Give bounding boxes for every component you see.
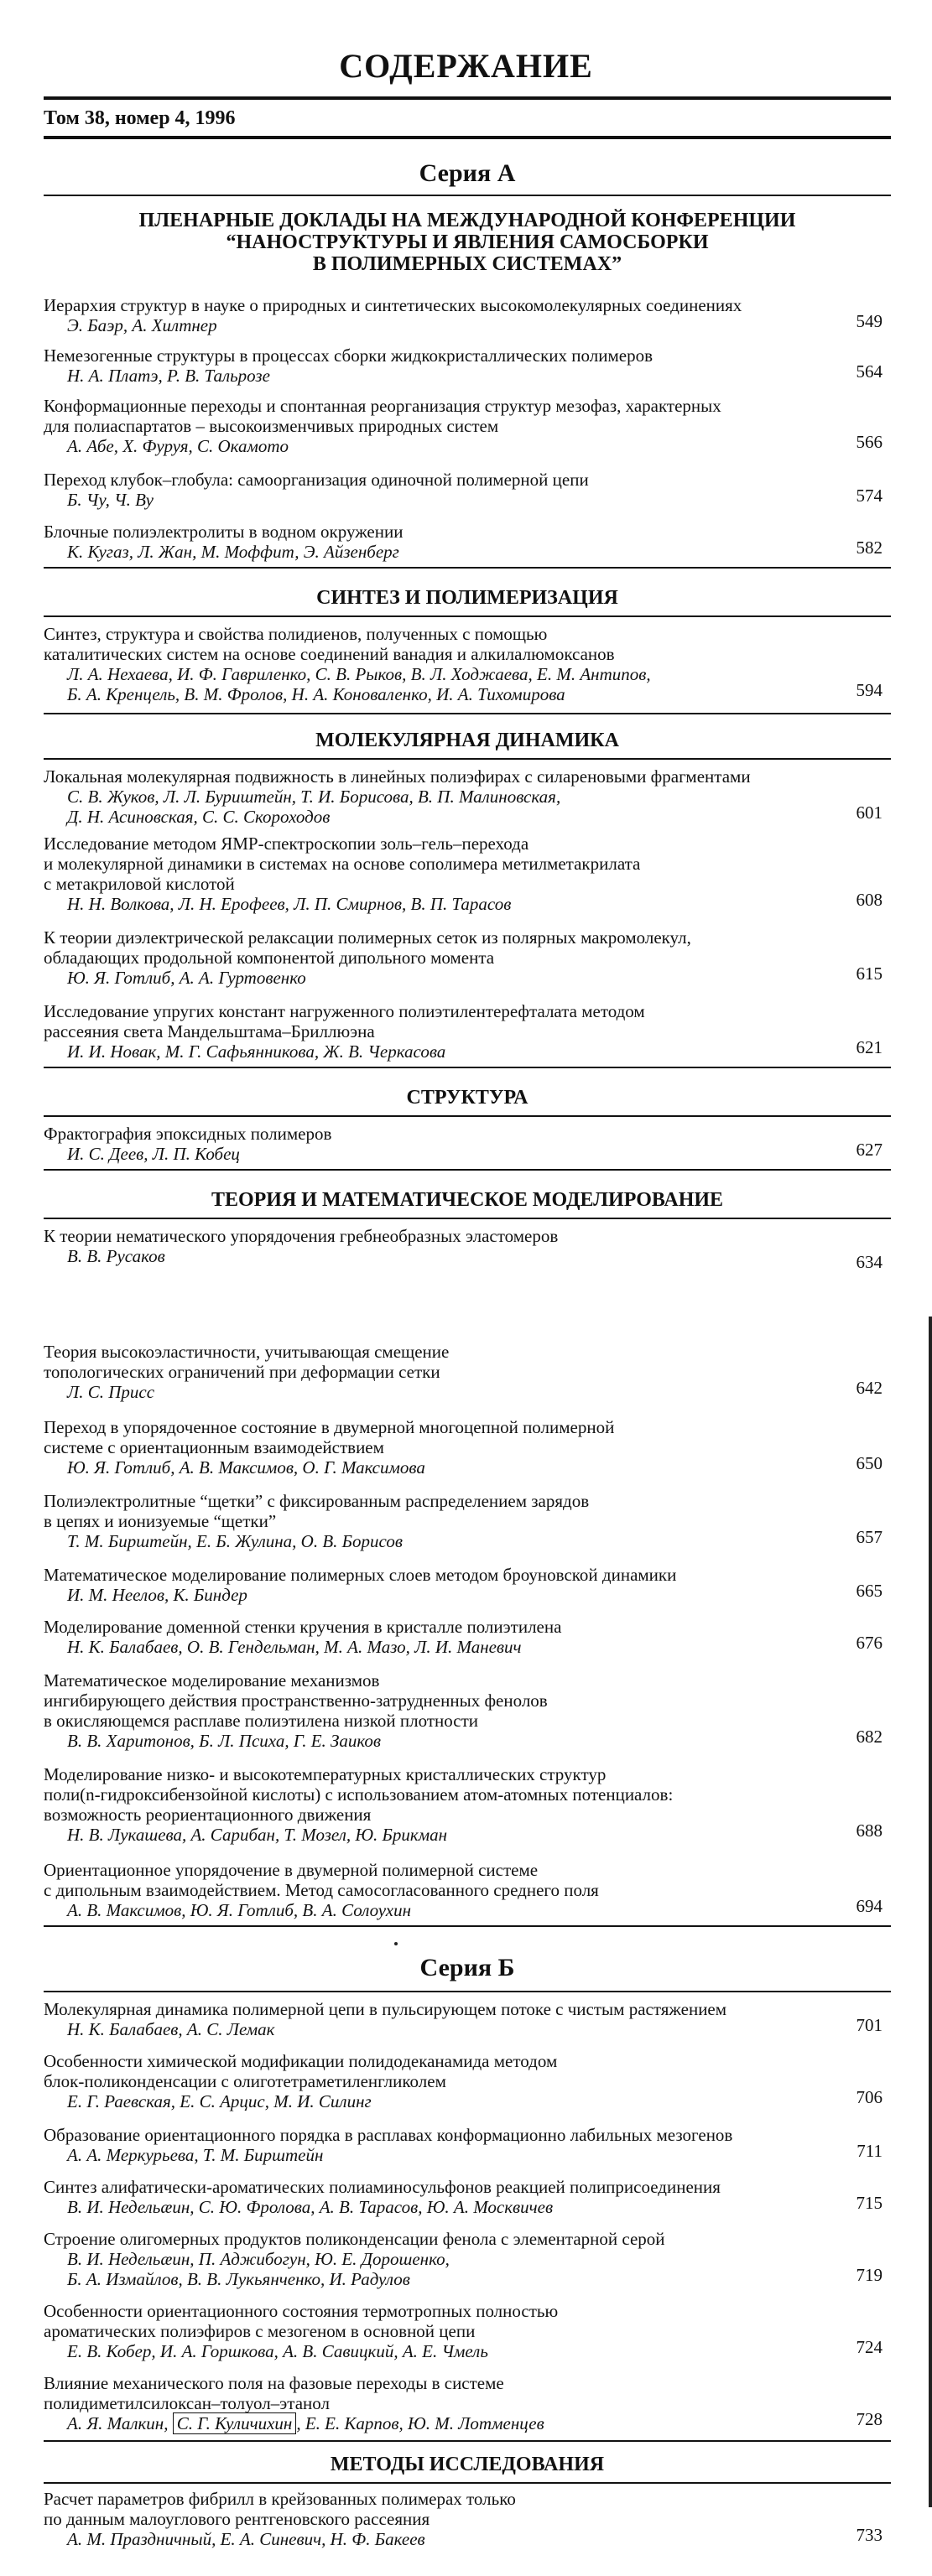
toc-entry[interactable] [44,1124,891,1164]
entry-title: Расчет параметров фибрилл в крейзованных полимерах только по данным малоуглового рентгеновского рассеяния [44,2489,516,2529]
page-number: 682 [856,1727,883,1747]
entry-title: Молекулярная динамика полимерной цепи в пульсирующем потоке с чистым растяжением [44,1999,727,2019]
toc-entry[interactable] [44,345,891,386]
page-number: 566 [856,432,883,452]
entry-title: Блочные полиэлектролиты в водном окружении [44,522,404,542]
section-rule [44,1991,891,1992]
entry-authors: Н. А. Платэ, Р. В. Тальрозе [67,366,270,386]
entry-title: Исследование методом ЯМР-спектроскопии золь–гель–перехода и молекулярной динамики в системах на основе сополимера метилметакрилата с метакриловой кислотой [44,834,641,894]
entry-title: Исследование упругих констант нагруженного полиэтилентерефталата методом рассеяния света Мандельштама–Бриллюэна [44,1001,645,1041]
entry-title: Ориентационное упорядочение в двумерной полимерной системе с дипольным взаимодействием. Метод самосогласованного среднего поля [44,1860,599,1900]
toc-entry[interactable] [44,1764,891,1845]
toc-entry[interactable] [44,2301,891,2361]
toc-entry[interactable] [44,1999,891,2039]
toc-entry[interactable] [44,1565,891,1605]
toc-entry[interactable] [44,2373,891,2433]
entry-title: К теории диэлектрической релаксации полимерных сеток из полярных макромолекул, обладающих продольной компонентой дипольного момента [44,927,691,968]
page-number: 657 [856,1527,883,1547]
entry-authors: С. В. Жуков, Л. Л. Буриштейн, Т. И. Борисова, В. П. Малиновская, Д. Н. Асиновская, С. С. Скороходов [67,787,561,827]
section-rule [44,567,891,569]
toc-entry[interactable] [44,1417,891,1478]
toc-entry[interactable] [44,766,891,827]
section-methods-heading: МЕТОДЫ ИССЛЕДОВАНИЯ [330,2454,605,2475]
toc-entry[interactable] [44,2177,891,2217]
entry-authors: И. И. Новак, М. Г. Сафьянникова, Ж. В. Черкасова [67,1041,446,1062]
entry-title: Моделирование низко- и высокотемпературных кристаллических структур поли(n-гидроксибензойной кислоты) с использованием атом-атомных потенциалов: возможность реориентационного движения [44,1764,674,1825]
page-number: 694 [856,1896,883,1916]
section-rule [44,2482,891,2484]
deceased-author-box: С. Г. Куличихин [173,2412,297,2434]
entry-authors: Н. К. Балабаев, О. В. Гендельман, М. А. Мазо, Л. И. Маневич [67,1637,522,1657]
page-number: 574 [856,486,883,506]
page-number: 627 [856,1140,883,1160]
toc-entry[interactable] [44,2229,891,2289]
toc-entry[interactable] [44,396,891,456]
page-number: 665 [856,1581,883,1601]
entry-authors: И. М. Неелов, К. Биндер [67,1585,247,1605]
toc-entry[interactable] [44,1491,891,1551]
section-rule [44,615,891,617]
entry-title: Влияние механического поля на фазовые переходы в системе полидиметилсилоксан–толуол–этанол [44,2373,504,2413]
entry-authors: Э. Баэр, А. Хилтнер [67,315,217,335]
section-rule [44,713,891,714]
entry-title: Особенности ориентационного состояния термотропных полностью ароматических полиэфиров с мезогеном в основной цепи [44,2301,559,2341]
entry-authors: Л. С. Присс [67,1382,155,1402]
issue-info: Том 38, номер 4, 1996 [44,107,236,129]
toc-entry[interactable] [44,1001,891,1062]
toc-entry[interactable] [44,927,891,988]
entry-title: Математическое моделирование полимерных слоев методом броуновской динамики [44,1565,677,1585]
entry-authors: Ю. Я. Готлиб, А. В. Максимов, О. Г. Максимова [67,1457,425,1478]
page-number: 642 [856,1378,883,1398]
entry-title: Полиэлектролитные “щетки” с фиксированным распределением зарядов в цепях и ионизуемые “щетки” [44,1491,590,1531]
entry-title: Немезогенные структуры в процессах сборки жидкокристаллических полимеров [44,345,653,366]
entry-authors: Б. Чу, Ч. Ву [67,490,154,510]
entry-title: К теории нематического упорядочения гребнеобразных эластомеров [44,1226,559,1246]
entry-authors: В. И. Недельæин, П. Аджибогун, Ю. Е. Дорошенко, Б. А. Измайлов, В. В. Лукьянченко, И. Радулов [67,2249,450,2289]
toc-entry[interactable] [44,2125,891,2165]
entry-title: Локальная молекулярная подвижность в линейных полиэфирах с силареновыми фрагментами [44,766,751,787]
section-rule [44,1115,891,1117]
entry-title: Строение олигомерных продуктов поликонденсации фенола с элементарной серой [44,2229,665,2249]
page-number: 594 [856,680,883,700]
page-number: 582 [856,538,883,558]
series-a-heading: Серия А [419,159,516,187]
section-rule [44,1067,891,1068]
entry-authors: А. Абе, Х. Фуруя, С. Окамото [67,436,289,456]
page-number: 621 [856,1037,883,1057]
section-rule [44,758,891,760]
entry-authors: И. С. Деев, Л. П. Кобец [67,1144,240,1164]
entry-title: Математическое моделирование механизмов ингибирующего действия пространственно-затрудненных фенолов в окисляющемся расплаве полиэтилена низкой плотности [44,1670,548,1731]
page-number: 688 [856,1820,883,1841]
page-number: 650 [856,1453,883,1473]
section-rule [44,1169,891,1171]
page-number: 608 [856,890,883,910]
entry-title: Переход в упорядоченное состояние в двумерной многоцепной полимерной системе с ориентационным взаимодействием [44,1417,615,1457]
toc-entry[interactable] [44,1226,891,1272]
toc-entry[interactable] [44,624,891,704]
entry-authors: Ю. Я. Готлиб, А. А. Гуртовенко [67,968,306,988]
section-rule [44,1218,891,1219]
section-struct-heading: СТРУКТУРА [406,1087,528,1109]
entry-title: Синтез алифатически-ароматических полиаминосульфонов реакцией полиприсоединения [44,2177,721,2197]
entry-authors: Е. Г. Раевская, Е. С. Арцис, М. И. Силинг [67,2091,372,2111]
entry-title: Иерархия структур в науке о природных и синтетических высокомолекулярных соединениях [44,295,742,315]
page-number: 706 [856,2087,883,2107]
entry-authors: Е. В. Кобер, И. А. Горшкова, А. В. Савицкий, А. Е. Чмель [67,2341,488,2361]
toc-entry[interactable] [44,2051,891,2111]
entry-title: Синтез, структура и свойства полидиенов, полученных с помощью каталитических систем на основе соединений ванадия и алкилалюмоксанов [44,624,615,664]
page-title: СОДЕРЖАНИЕ [339,47,593,85]
section-plenary-heading: ПЛЕНАРНЫЕ ДОКЛАДЫ НА МЕЖДУНАРОДНОЙ КОНФЕРЕНЦИИ “НАНОСТРУКТУРЫ И ЯВЛЕНИЯ САМОСБОРКИ В ПОЛИМЕРНЫХ СИСТЕМАХ” [138,210,796,275]
entry-authors: Л. А. Нехаева, И. Ф. Гавриленко, С. В. Рыков, В. Л. Ходжаева, Е. М. Антипов, Б. А. Кренцель, В. М. Фролов, Н. А. Коноваленко, И. А. Тихомирова [67,664,651,704]
entry-authors: К. Кугаз, Л. Жан, М. Моффит, Э. Айзенберг [67,542,399,562]
series-b-heading: Серия Б [419,1954,515,1981]
toc-entry[interactable] [44,470,891,510]
entry-authors: А. М. Праздничный, Е. А. Синевич, Н. Ф. Бакеев [67,2529,425,2549]
toc-entry[interactable] [44,1670,891,1751]
issue-rule [44,136,891,139]
entry-authors: Н. К. Балабаев, А. С. Лемак [67,2019,275,2039]
page-number: 733 [856,2525,883,2545]
section-synth-heading: СИНТЕЗ И ПОЛИМЕРИЗАЦИЯ [316,587,618,609]
toc-entry[interactable] [44,1617,891,1657]
page-number: 728 [856,2409,883,2429]
section-theory-heading: ТЕОРИЯ И МАТЕМАТИЧЕСКОЕ МОДЕЛИРОВАНИЕ [211,1189,724,1211]
entry-authors: А. В. Максимов, Ю. Я. Готлиб, В. А. Солоухин [67,1900,411,1920]
entry-title: Особенности химической модификации полидодеканамида методом блок-поликонденсации с олиготетраметиленгликолем [44,2051,558,2091]
page-number: 719 [856,2265,883,2285]
entry-authors: Н. Н. Волкова, Л. Н. Ерофеев, Л. П. Смирнов, В. П. Тарасов [67,894,512,914]
entry-authors: Н. В. Лукашева, А. Сарибан, Т. Мозел, Ю. Брикман [67,1825,448,1845]
entry-title: Теория высокоэластичности, учитывающая смещение топологических ограничений при деформации сетки [44,1342,450,1382]
page-number: 676 [856,1633,883,1653]
toc-entry[interactable] [44,522,891,562]
entry-title: Фрактография эпоксидных полимеров [44,1124,332,1144]
scan-edge-mark [929,1317,932,2507]
page-number: 715 [856,2193,883,2213]
entry-authors: А. Я. Малкин, С. Г. Куличихин , Е. Е. Карпов, Ю. М. Лотменцев [67,2413,544,2433]
page-number: 615 [856,963,883,984]
toc-entry[interactable] [44,295,891,335]
entry-authors: В. И. Недельæин, С. Ю. Фролова, А. В. Тарасов, Ю. А. Москвичев [67,2197,554,2217]
entry-authors: В. В. Харитонов, Б. Л. Психа, Г. Е. Заиков [67,1731,382,1751]
page-number: 701 [856,2015,883,2035]
print-speck [394,1942,398,1945]
entry-title: Конформационные переходы и спонтанная реорганизация структур мезофаз, характерных для полиаспартатов – высокоизменчивых природных систем [44,396,721,436]
section-rule [44,195,891,196]
entry-title: Образование ориентационного порядка в расплавах конформационно лабильных мезогенов [44,2125,733,2145]
toc-entry[interactable] [44,834,891,914]
section-rule [44,1925,891,1927]
entry-authors: А. А. Меркурьева, Т. М. Бирштейн [67,2145,324,2165]
entry-title: Моделирование доменной стенки кручения в кристалле полиэтилена [44,1617,562,1637]
page-number: 634 [856,1252,883,1272]
entry-authors: В. В. Русаков [67,1246,165,1266]
toc-entry[interactable] [44,1860,891,1920]
section-rule [44,2440,891,2442]
page-number: 564 [856,361,883,382]
page-number: 724 [856,2337,883,2357]
toc-entry[interactable] [44,2489,891,2549]
entry-authors: Т. М. Бирштейн, Е. Б. Жулина, О. В. Борисов [67,1531,403,1551]
title-rule [44,96,891,100]
entry-title: Переход клубок–глобула: самоорганизация одиночной полимерной цепи [44,470,589,490]
page-number: 711 [857,2141,883,2161]
page-number: 601 [856,802,883,823]
section-moldyn-heading: МОЛЕКУЛЯРНАЯ ДИНАМИКА [315,730,619,751]
page-number: 549 [856,311,883,331]
toc-entry[interactable] [44,1342,891,1402]
